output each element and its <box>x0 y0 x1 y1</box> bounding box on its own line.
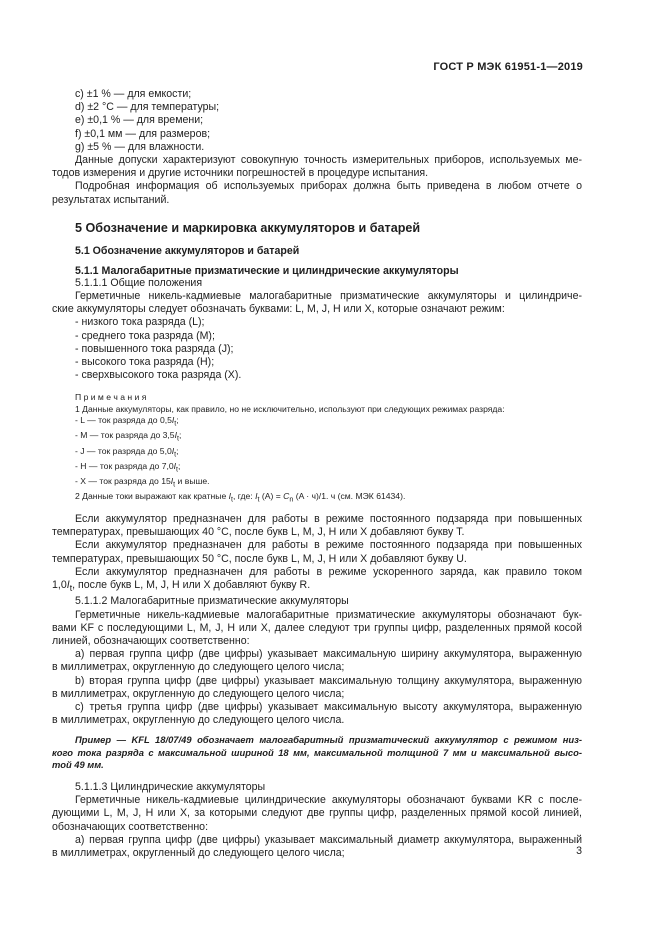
text-line: Подробная информация об используемых приборах должна быть приведена в любом отчете о <box>75 180 582 193</box>
section-5-1-1-heading: 5.1.1 Малогабаритные призматические и цилиндрические аккумуляторы <box>75 264 459 277</box>
list-item: - X — ток разряда до $15I_t$ и выше. <box>75 475 210 489</box>
list-item: - M — ток разряда до $3,5I_t$; <box>75 430 182 444</box>
text-line: Если аккумулятор предназначен для работы в режиме постоянного подзаряда при повышенных <box>75 539 582 552</box>
charge-mode-paragraphs <box>52 513 582 595</box>
text-line: вами KF с последующими L, M, J, H или X, далее следуют три группы цифр, разделенных прямой косой <box>52 621 582 634</box>
section-5-1-1-2 <box>52 595 582 727</box>
example-block <box>52 734 582 771</box>
text-line: результатах испытаний. <box>52 193 170 206</box>
list-item: e) ±0,1 % — для времени; <box>75 114 204 127</box>
text-line: в миллиметрах, округленную до следующего целого числа; <box>52 687 345 700</box>
list-item: - J — ток разряда до $5,0I_t$; <box>75 445 179 459</box>
list-item: - сверхвысокого тока разряда (X). <box>75 369 242 382</box>
list-item: f) ±0,1 мм — для размеров; <box>75 127 211 140</box>
list-item: - H — ток разряда до $7,0I_t$; <box>75 460 181 474</box>
text-line: температурах, превышающих 40 °C, после букв L, M, J, H или X добавляют букву T. <box>52 526 465 539</box>
list-item: a) первая группа цифр (две цифры) указывает максимальный диаметр аккумулятора, выраженный <box>75 833 582 846</box>
document-header: ГОСТ Р МЭК 61951-1—2019 <box>433 61 583 73</box>
subsection-title: 5.1.1.2 Малогабаритные призматические аккумуляторы <box>75 595 349 608</box>
list-item: g) ±5 % — для влажности. <box>75 140 205 153</box>
list-item: c) ±1 % — для емкости; <box>75 88 192 100</box>
page-number: 3 <box>576 845 582 857</box>
list-item: - среднего тока разряда (M); <box>75 329 215 342</box>
tolerance-list <box>52 88 582 154</box>
text-line: $1,0I_t$, после букв L, M, J, H или X добавляют букву R. <box>52 579 311 594</box>
page-body <box>52 88 582 860</box>
text-line: линией, обозначающих соответственно: <box>52 634 250 647</box>
text-line: в миллиметрах, округленную до следующего целого числа. <box>52 714 345 727</box>
example-line: Пример — KFL 18/07/49 обозначает малогабаритный призматический аккумулятор с режимом низ- <box>75 734 582 746</box>
section-5-1-heading: 5.1 Обозначение аккумуляторов и батарей <box>75 244 300 257</box>
notes-title: П р и м е ч а н и я <box>75 392 147 403</box>
list-item: - низкого тока разряда (L); <box>75 316 205 329</box>
notes-block <box>52 392 582 506</box>
text-line: тодов измерения и другие источники погрешностей в процедуре испытания. <box>52 167 429 180</box>
list-item: - высокого тока разряда (H); <box>75 356 215 369</box>
list-item: a) первая группа цифр (две цифры) указывает максимальную ширину аккумулятора, выраженную <box>75 648 582 661</box>
text-line: обозначающих соответственно: <box>52 820 209 833</box>
text-line: в миллиметрах, округленный до следующего целого числа; <box>52 847 345 859</box>
text-line: Герметичные никель-кадмиевые малогабаритные призматические аккумуляторы обозначают бук- <box>75 608 582 621</box>
text-line: Герметичные никель-кадмиевые цилиндрические аккумуляторы обозначают буквами KR с после- <box>75 794 582 807</box>
list-item: b) вторая группа цифр (две цифры) указывает максимальную толщину аккумулятора, выраженную <box>75 674 582 687</box>
section-5-1-1-1 <box>52 277 582 383</box>
text-line: Если аккумулятор предназначен для работы в режиме постоянного подзаряда при повышенных <box>75 513 582 526</box>
text-line: Данные допуски характеризуют совокупную точность измерительных приборов, используемых ме- <box>75 154 582 167</box>
paragraph-report <box>52 180 582 206</box>
list-item: c) третья группа цифр (две цифры) указывает максимальную высоту аккумулятора, выраженную <box>75 700 582 713</box>
text-line: дующими L, M, J, H или X, за которыми следуют две группы цифр, разделенных прямой косой линией, <box>52 807 582 820</box>
subsection-title: 5.1.1.1 Общие положения <box>75 276 203 289</box>
text-line: температурах, превышающих 50 °C, после букв L, M, J, H или X добавляют букву U. <box>52 552 467 565</box>
list-item: d) ±2 °C — для температуры; <box>75 101 220 114</box>
paragraph-accuracy <box>52 154 582 180</box>
text-line: Если аккумулятор предназначен для работы в режиме ускоренного заряда, как правило током <box>75 565 582 578</box>
list-item: - L — ток разряда до $0,5I_t$; <box>75 415 179 428</box>
section-5-1-1-3 <box>52 781 582 860</box>
subsection-title: 5.1.1.3 Цилиндрические аккумуляторы <box>75 780 266 793</box>
list-item: - повышенного тока разряда (J); <box>75 342 234 355</box>
text-line: Герметичные никель-кадмиевые малогабаритные призматические аккумуляторы и цилиндриче- <box>75 290 582 303</box>
text-line: ские аккумуляторы следует обозначать буквами: L, M, J, H или X, которые означают режим: <box>52 303 505 316</box>
example-line: кого тока разряда с максимальной шириной 18 мм, максимальной толщиной 7 мм и максимальной высо- <box>52 746 582 758</box>
section-5-heading: 5 Обозначение и маркировка аккумуляторов и батарей <box>75 220 421 235</box>
example-line: той 49 мм. <box>52 758 104 770</box>
text-line: в миллиметрах, округленную до следующего целого числа; <box>52 661 345 674</box>
note-2: 2 Данные токи выражают как кратные $I_t$, где: $I_t$ $(A) = C_n$ (A · ч)/1. ч (см. МЭК 61434). <box>75 490 406 504</box>
note-1: 1 Данные аккумуляторы, как правило, но не исключительно, используют при следующих режимах разряда: <box>75 403 505 414</box>
